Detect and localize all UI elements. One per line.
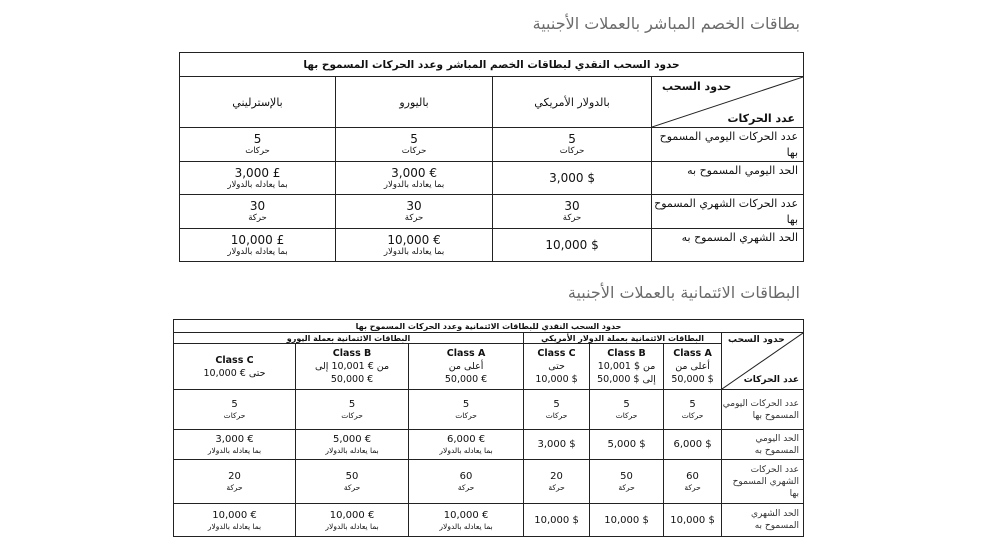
row-label: الحد اليومي المسموح به — [652, 162, 804, 195]
cell-note: حركة — [248, 213, 267, 223]
debit-row-daily-limit — [180, 162, 804, 195]
cell-value: $ 10,000 — [545, 238, 599, 252]
table-cell — [174, 430, 296, 460]
credit-corner-top: حدود السحب — [728, 335, 785, 345]
class-range-line1: من € 10,001 إلى — [314, 361, 390, 372]
table-cell — [336, 162, 493, 195]
table-cell — [664, 390, 722, 430]
table-cell — [493, 162, 652, 195]
class-range-line2: $ 10,000 — [535, 374, 578, 385]
class-range-line1: أعلى من — [675, 361, 710, 372]
class-range-line2: € 50,000 — [330, 374, 374, 385]
table-cell — [409, 430, 524, 460]
cell-value: € 10,000 — [212, 509, 257, 521]
table-cell — [590, 460, 664, 504]
cell-value: 20 — [228, 471, 241, 482]
credit-row-daily-limit — [174, 430, 804, 460]
table-cell — [524, 390, 590, 430]
cell-note: حركات — [223, 411, 246, 420]
cell-value: 30 — [564, 199, 580, 213]
credit-cards-heading: البطاقات الائتمانية بالعملات الأجنبية — [567, 283, 800, 302]
table-cell — [180, 195, 336, 229]
cell-value: € 10,000 — [443, 509, 489, 521]
table-cell — [180, 229, 336, 262]
cell-note: حركة — [618, 483, 635, 492]
class-header — [174, 344, 296, 390]
table-cell — [524, 460, 590, 504]
cell-value: $ 3,000 — [537, 439, 576, 450]
class-name: Class A — [673, 348, 712, 359]
cell-value: 5 — [253, 132, 262, 146]
table-cell — [590, 430, 664, 460]
credit-group-eur: البطاقات الائتمانية بعملة اليورو — [174, 333, 524, 344]
debit-row-monthly-count — [180, 195, 804, 229]
class-header — [664, 344, 722, 390]
cell-value: € 5,000 — [332, 434, 372, 445]
cell-value: € 3,000 — [391, 165, 437, 180]
table-cell — [664, 460, 722, 504]
cell-note: حركة — [226, 483, 243, 492]
table-cell — [664, 430, 722, 460]
cell-value: 50 — [620, 471, 633, 482]
table-cell — [493, 128, 652, 162]
cell-note: حركة — [404, 213, 424, 223]
cell-note: حركات — [559, 146, 585, 156]
cell-note: حركات — [341, 411, 363, 420]
cell-value: € 10,000 — [329, 509, 375, 521]
table-cell — [296, 460, 409, 504]
class-range-line1: حتى — [548, 361, 565, 372]
table-cell — [409, 390, 524, 430]
debit-corner-bottom: عدد الحركات — [727, 112, 796, 125]
cell-value: $ 10,000 — [670, 514, 715, 526]
cell-value: 5 — [623, 399, 630, 410]
cell-value: € 10,000 — [387, 232, 441, 247]
row-label: عدد الحركات اليومي المسموح بها — [652, 128, 804, 162]
table-cell — [180, 162, 336, 195]
class-range-line1: أعلى من — [448, 361, 484, 372]
cell-value: 30 — [406, 199, 422, 213]
cell-note: بما يعادله بالدولار — [439, 446, 493, 455]
class-name: Class A — [446, 348, 486, 359]
table-cell — [174, 504, 296, 537]
class-header — [524, 344, 590, 390]
cell-note: حركات — [401, 146, 427, 156]
cell-value: 5 — [348, 399, 356, 410]
credit-corner-bottom: عدد الحركات — [743, 375, 800, 385]
class-range-line2: إلى $ 50,000 — [597, 374, 656, 385]
table-cell — [664, 504, 722, 537]
credit-table-caption: حدود السحب النقدي للبطاقات الائتمانية وعدد الحركات المسموح بها — [174, 320, 804, 333]
table-cell — [336, 229, 493, 262]
cell-note: بما يعادله بالدولار — [207, 521, 262, 531]
cell-value: 60 — [459, 471, 473, 482]
cell-note: حركة — [562, 213, 582, 223]
class-range-line2: $ 50,000 — [671, 374, 714, 385]
class-header — [590, 344, 664, 390]
row-label: الحد الشهري المسموح به — [652, 229, 804, 262]
cell-note: حركة — [684, 483, 701, 492]
cell-value: 5 — [231, 399, 238, 410]
cell-value: € 6,000 — [446, 434, 486, 445]
cell-value: $ 10,000 — [604, 514, 649, 526]
debit-col-eur: باليورو — [336, 77, 493, 128]
cell-note: بما يعادله بالدولار — [383, 179, 445, 190]
class-name: Class C — [215, 354, 254, 366]
table-cell — [493, 195, 652, 229]
debit-col-gbp: بالإسترليني — [180, 77, 336, 128]
row-label: الحد الشهري المسموح به — [722, 504, 804, 537]
cell-note: بما يعادله بالدولار — [383, 246, 445, 257]
debit-table-caption: حدود السحب النقدي لبطاقات الخصم المباشر وعدد الحركات المسموح بها — [180, 53, 804, 77]
class-range-line1: حتى € 10,000 — [203, 367, 266, 379]
cell-value: € 3,000 — [215, 434, 254, 445]
table-cell — [524, 504, 590, 537]
debit-col-usd: بالدولار الأمريكي — [493, 77, 652, 128]
table-cell — [174, 460, 296, 504]
class-name: Class B — [332, 348, 372, 359]
table-cell — [296, 430, 409, 460]
table-cell — [493, 229, 652, 262]
debit-corner-top: حدود السحب — [662, 80, 732, 93]
cell-value: 5 — [553, 399, 560, 410]
cell-value: 5 — [689, 399, 696, 410]
table-cell — [174, 390, 296, 430]
row-label: عدد الحركات اليومي المسموح بها — [722, 390, 804, 430]
row-label: عدد الحركات الشهري المسموح بها — [652, 195, 804, 229]
cell-note: حركة — [457, 483, 475, 492]
cell-value: 60 — [686, 471, 699, 482]
cell-value: 20 — [550, 471, 563, 482]
table-cell — [409, 460, 524, 504]
cell-note: حركات — [681, 411, 704, 420]
cell-value: 5 — [462, 399, 470, 410]
cell-note: بما يعادله بالدولار — [227, 179, 288, 190]
class-range-line1: من $ 10,001 — [597, 361, 656, 372]
table-cell — [590, 504, 664, 537]
cell-value: $ 5,000 — [607, 439, 646, 450]
cell-note: حركات — [455, 411, 477, 420]
table-cell — [409, 504, 524, 537]
debit-limits-table — [179, 52, 804, 262]
credit-corner-cell — [722, 333, 804, 390]
table-cell — [524, 430, 590, 460]
cell-value: $ 3,000 — [549, 171, 595, 185]
table-cell — [590, 390, 664, 430]
credit-row-monthly-count — [174, 460, 804, 504]
class-name: Class C — [537, 348, 576, 359]
credit-group-usd: البطاقات الائتمانية بعملة الدولار الأمريكي — [524, 333, 722, 344]
credit-row-monthly-limit — [174, 504, 804, 537]
cell-value: £ 10,000 — [230, 232, 285, 247]
table-cell — [180, 128, 336, 162]
class-name: Class B — [607, 348, 646, 359]
row-label: الحد اليومي المسموح به — [722, 430, 804, 460]
table-cell — [296, 390, 409, 430]
debit-row-daily-count — [180, 128, 804, 162]
cell-value: 5 — [410, 132, 418, 146]
cell-value: $ 6,000 — [673, 439, 712, 450]
debit-corner-cell — [652, 77, 804, 128]
cell-note: حركات — [245, 146, 270, 156]
debit-row-monthly-limit — [180, 229, 804, 262]
class-range-line2: € 50,000 — [444, 374, 488, 385]
cell-value: $ 10,000 — [534, 514, 579, 526]
table-cell — [336, 128, 493, 162]
credit-row-daily-count — [174, 390, 804, 430]
cell-note: حركة — [343, 483, 361, 492]
class-header — [409, 344, 524, 390]
cell-value: 30 — [249, 199, 266, 213]
credit-limits-table — [173, 319, 804, 537]
cell-note: حركة — [548, 483, 565, 492]
table-cell — [296, 504, 409, 537]
table-cell — [336, 195, 493, 229]
class-header — [296, 344, 409, 390]
debit-cards-heading: بطاقات الخصم المباشر بالعملات الأجنبية — [532, 14, 800, 33]
cell-value: £ 3,000 — [234, 165, 281, 180]
cell-value: 50 — [345, 471, 359, 482]
cell-note: بما يعادله بالدولار — [439, 521, 493, 531]
cell-note: بما يعادله بالدولار — [325, 446, 379, 455]
row-label: عدد الحركات الشهري المسموح بها — [722, 460, 804, 504]
cell-note: حركات — [615, 411, 638, 420]
cell-note: حركات — [545, 411, 568, 420]
cell-value: 5 — [568, 132, 576, 146]
cell-note: بما يعادله بالدولار — [325, 521, 379, 531]
cell-note: بما يعادله بالدولار — [207, 446, 262, 455]
cell-note: بما يعادله بالدولار — [227, 246, 288, 257]
